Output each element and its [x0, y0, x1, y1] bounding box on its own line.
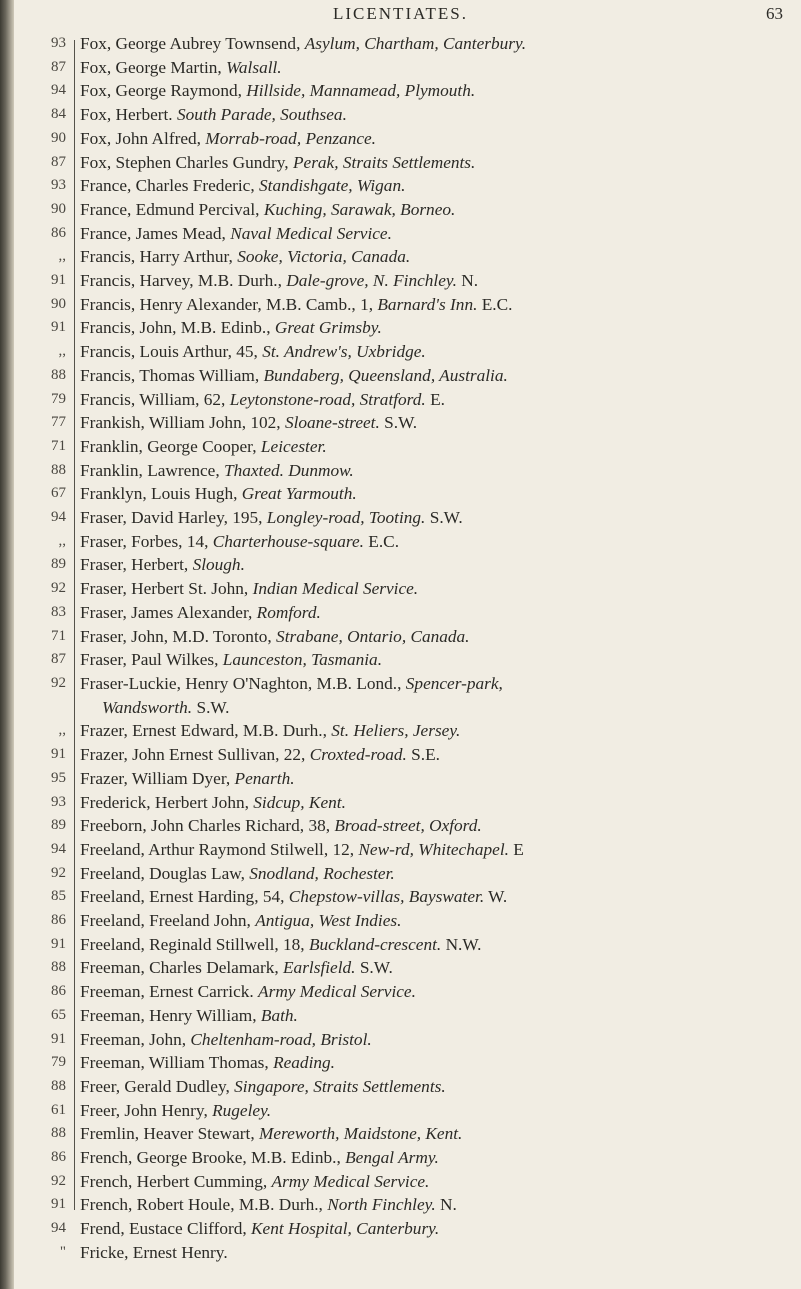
entry-address: St. Andrew's, Uxbridge. — [262, 342, 426, 362]
entry-year: ,, — [58, 343, 66, 360]
entry-year: 91 — [51, 935, 66, 952]
entry-name: Frankish, William John, 102, — [80, 413, 281, 433]
list-item — [0, 885, 801, 909]
list-item — [0, 1122, 801, 1146]
entry-name: Francis, Harry Arthur, — [80, 247, 233, 267]
entry-year: 91 — [51, 1196, 66, 1213]
list-item — [0, 1170, 801, 1194]
entry-name: Freeland, Douglas Law, — [80, 863, 245, 883]
entry-text — [80, 56, 793, 80]
entry-address: Army Medical Service. — [258, 982, 416, 1002]
entry-address: New-rd, Whitechapel. — [358, 839, 509, 859]
entry-year: 77 — [51, 414, 66, 431]
entry-name: Freeland, Freeland John, — [80, 911, 251, 931]
entry-year: ,, — [58, 532, 66, 549]
entry-year: 90 — [51, 129, 66, 146]
list-item — [0, 577, 801, 601]
entry-year: 91 — [51, 319, 66, 336]
entry-name: Frazer, William Dyer, — [80, 768, 231, 788]
entry-year: 93 — [51, 177, 66, 194]
entry-address: Spencer-park, — [405, 673, 503, 693]
entry-address: Kent Hospital, Canterbury. — [251, 1219, 440, 1239]
entry-postal-district: E — [513, 839, 524, 859]
list-item — [0, 364, 801, 388]
list-item — [0, 222, 801, 246]
entry-year: ,, — [58, 248, 66, 265]
entry-year: 91 — [51, 272, 66, 289]
entry-text — [80, 435, 793, 459]
entry-year: 92 — [51, 674, 66, 691]
entry-text — [80, 1099, 793, 1123]
list-item — [0, 530, 801, 554]
entry-text — [80, 1241, 793, 1265]
entry-name: Frend, Eustace Clifford, — [80, 1219, 247, 1239]
list-item — [0, 293, 801, 317]
entry-name: Frederick, Herbert John, — [80, 792, 249, 812]
entry-address: Walsall. — [226, 57, 282, 77]
list-item — [0, 56, 801, 80]
entry-name: Fox, John Alfred, — [80, 128, 201, 148]
entry-year: 89 — [51, 556, 66, 573]
entry-name: Fraser-Luckie, Henry O'Naghton, M.B. Lond., — [80, 673, 402, 693]
entry-text — [80, 530, 793, 554]
entry-address: Buckland-crescent. — [308, 934, 442, 954]
entry-text — [80, 340, 793, 364]
entry-address: Bath. — [260, 1005, 298, 1025]
list-item — [0, 862, 801, 886]
entry-address: North Finchley. — [327, 1195, 436, 1215]
entry-text — [80, 862, 793, 886]
entry-year: 87 — [51, 153, 66, 170]
entry-continuation — [80, 696, 793, 720]
entry-address: Bundaberg, Queensland, Australia. — [263, 365, 508, 385]
entry-name: Fricke, Ernest Henry. — [80, 1242, 228, 1262]
entry-text — [80, 1051, 793, 1075]
entry-address: Perak, Straits Settlements. — [292, 152, 476, 172]
list-item — [0, 1241, 801, 1265]
list-item — [0, 1004, 801, 1028]
entry-address: Strabane, Ontario, Canada. — [276, 626, 470, 646]
entry-address: Launceston, Tasmania. — [222, 650, 383, 670]
entry-address: Sidcup, Kent. — [253, 792, 346, 812]
entry-address: Indian Medical Service. — [252, 579, 419, 599]
entry-address: Kuching, Sarawak, Borneo. — [263, 199, 456, 219]
entry-year: 91 — [51, 746, 66, 763]
entry-name: Freeman, Ernest Carrick. — [80, 982, 254, 1002]
entry-address: Barnard's Inn. — [377, 294, 478, 314]
entry-address: Asylum, Chartham, Canterbury. — [304, 34, 527, 53]
entry-year: 85 — [51, 888, 66, 905]
entry-address: Penarth. — [234, 768, 295, 788]
entry-year: 87 — [51, 58, 66, 75]
list-item — [0, 245, 801, 269]
entry-address: Great Yarmouth. — [241, 484, 357, 504]
entry-address: Slough. — [192, 555, 245, 575]
entry-name: Frazer, John Ernest Sullivan, 22, — [80, 745, 306, 765]
licentiate-list — [0, 32, 801, 1265]
entry-text — [80, 625, 793, 649]
entry-year: 88 — [51, 461, 66, 478]
entry-continuation-address: Wandsworth. — [102, 697, 193, 717]
entry-name: France, James Mead, — [80, 223, 226, 243]
list-item — [0, 269, 801, 293]
entry-year: 95 — [51, 769, 66, 786]
entry-name: French, Herbert Cumming, — [80, 1171, 268, 1191]
entry-name: Freeland, Arthur Raymond Stilwell, 12, — [80, 839, 355, 859]
entry-year: 87 — [51, 651, 66, 668]
entry-text — [80, 316, 793, 340]
entry-year: 83 — [51, 603, 66, 620]
list-item — [0, 103, 801, 127]
entry-text — [80, 909, 793, 933]
entry-name: Fraser, Forbes, 14, — [80, 531, 209, 551]
list-item — [0, 174, 801, 198]
entry-name: Fox, George Martin, — [80, 57, 222, 77]
list-item — [0, 506, 801, 530]
entry-text — [80, 245, 793, 269]
entry-text — [80, 648, 793, 672]
entry-year: 93 — [51, 793, 66, 810]
entry-year: 88 — [51, 1077, 66, 1094]
entry-year: 94 — [51, 1220, 66, 1237]
entry-address: Snodland, Rochester. — [249, 863, 395, 883]
list-item — [0, 1193, 801, 1217]
entry-year: 88 — [51, 366, 66, 383]
entry-text — [80, 79, 793, 103]
list-item — [0, 791, 801, 815]
entry-text — [80, 719, 793, 743]
entry-address: Longley-road, Tooting. — [266, 508, 426, 528]
entry-address: Sooke, Victoria, Canada. — [237, 247, 411, 267]
list-item — [0, 980, 801, 1004]
entry-name: Fox, Stephen Charles Gundry, — [80, 152, 289, 172]
entry-name: Freeland, Reginald Stillwell, 18, — [80, 934, 305, 954]
entry-name: Fraser, James Alexander, — [80, 602, 253, 622]
entry-text — [80, 293, 793, 317]
entry-address: Morrab-road, Penzance. — [205, 128, 376, 148]
entry-year: ,, — [58, 722, 66, 739]
entry-year: 91 — [51, 1030, 66, 1047]
entry-name: Fraser, Herbert St. John, — [80, 579, 249, 599]
entry-text — [80, 364, 793, 388]
entry-text — [80, 1028, 793, 1052]
list-item — [0, 814, 801, 838]
list-item — [0, 1075, 801, 1099]
entry-year: 92 — [51, 864, 66, 881]
entry-name: Frazer, Ernest Edward, M.B. Durh., — [80, 721, 327, 741]
entry-text — [80, 933, 793, 957]
entry-year: 79 — [51, 390, 66, 407]
list-item — [0, 601, 801, 625]
entry-address: Broad-street, Oxford. — [334, 816, 482, 836]
entry-address: Army Medical Service. — [271, 1171, 430, 1191]
entry-year: 71 — [51, 627, 66, 644]
entry-year: 89 — [51, 817, 66, 834]
entry-name: Francis, John, M.B. Edinb., — [80, 318, 271, 338]
list-item — [0, 1217, 801, 1241]
entry-address: St. Heliers, Jersey. — [331, 721, 461, 741]
entry-year: 86 — [51, 912, 66, 929]
entry-name: French, Robert Houle, M.B. Durh., — [80, 1195, 323, 1215]
entry-text — [80, 459, 793, 483]
entry-name: Freeman, John, — [80, 1029, 187, 1049]
entry-address: Singapore, Straits Settlements. — [234, 1076, 446, 1096]
list-item — [0, 672, 801, 719]
list-item — [0, 743, 801, 767]
entry-text — [80, 1193, 793, 1217]
list-item — [0, 151, 801, 175]
entry-text — [80, 388, 793, 412]
entry-address: Chepstow-villas, Bayswater. — [288, 887, 485, 907]
list-item — [0, 956, 801, 980]
entry-year: 86 — [51, 224, 66, 241]
entry-year: 71 — [51, 437, 66, 454]
entry-continuation-postal-district: S.W. — [196, 697, 230, 717]
entry-name: Fraser, John, M.D. Toronto, — [80, 626, 272, 646]
list-item — [0, 435, 801, 459]
entry-text — [80, 411, 793, 435]
entry-name: Freer, Gerald Dudley, — [80, 1076, 230, 1096]
entry-address: Charterhouse-square. — [212, 531, 364, 551]
entry-name: French, George Brooke, M.B. Edinb., — [80, 1148, 341, 1168]
list-item — [0, 316, 801, 340]
list-item — [0, 767, 801, 791]
entry-address: Bengal Army. — [345, 1148, 439, 1168]
list-item — [0, 482, 801, 506]
entry-name: Fox, Herbert. — [80, 105, 173, 125]
entry-text — [80, 151, 793, 175]
entry-postal-district: E.C. — [368, 531, 400, 551]
entry-year: 88 — [51, 959, 66, 976]
entry-address: Mereworth, Maidstone, Kent. — [259, 1124, 463, 1144]
entry-postal-district: N. — [440, 1195, 457, 1215]
entry-address: Naval Medical Service. — [230, 223, 392, 243]
entry-postal-district: S.E. — [411, 745, 440, 765]
list-item — [0, 1146, 801, 1170]
list-item — [0, 909, 801, 933]
entry-name: Fox, George Raymond, — [80, 81, 242, 101]
entry-postal-district: S.W. — [429, 508, 463, 528]
entry-name: Fraser, David Harley, 195, — [80, 508, 263, 528]
entry-text — [80, 174, 793, 198]
entry-text — [80, 1170, 793, 1194]
entry-name: Francis, Harvey, M.B. Durh., — [80, 271, 282, 291]
entry-postal-district: W. — [488, 887, 508, 907]
list-item — [0, 127, 801, 151]
page-number: 63 — [766, 4, 783, 23]
entry-postal-district: E. — [430, 389, 445, 409]
entry-year: 90 — [51, 295, 66, 312]
entry-text — [80, 1004, 793, 1028]
entry-year: 94 — [51, 840, 66, 857]
entry-name: Fox, George Aubrey Townsend, — [80, 34, 301, 53]
list-item — [0, 648, 801, 672]
entry-year: 94 — [51, 509, 66, 526]
entry-address: Croxted-road. — [309, 745, 407, 765]
entry-address: Earlsfield. — [283, 958, 356, 978]
entry-text — [80, 1075, 793, 1099]
entry-postal-district: S.W. — [359, 958, 393, 978]
entry-name: Freeman, Henry William, — [80, 1005, 257, 1025]
entry-year: 86 — [51, 983, 66, 1000]
entry-address: Sloane-street. — [284, 413, 380, 433]
entry-address: Romford. — [256, 602, 321, 622]
entry-text — [80, 103, 793, 127]
entry-text — [80, 1146, 793, 1170]
entry-year: 67 — [51, 485, 66, 502]
entry-address: Leytonstone-road, Stratford. — [229, 389, 426, 409]
entry-name: Franklin, Lawrence, — [80, 460, 220, 480]
entry-name: Fremlin, Heaver Stewart, — [80, 1124, 255, 1144]
entry-name: Francis, William, 62, — [80, 389, 226, 409]
entry-address: Cheltenham-road, Bristol. — [190, 1029, 372, 1049]
entry-name: Franklyn, Louis Hugh, — [80, 484, 238, 504]
entry-address: Dale-grove, N. Finchley. — [286, 271, 457, 291]
entry-name: Francis, Thomas William, — [80, 365, 260, 385]
entry-year: 93 — [51, 35, 66, 51]
list-item — [0, 32, 801, 56]
entry-name: France, Charles Frederic, — [80, 176, 255, 196]
entry-address: Hillside, Mannamead, Plymouth. — [246, 81, 476, 101]
entry-year: 61 — [51, 1101, 66, 1118]
entry-text — [80, 506, 793, 530]
entry-name: Fraser, Paul Wilkes, — [80, 650, 219, 670]
entry-text — [80, 127, 793, 151]
entry-text — [80, 885, 793, 909]
entry-name: Francis, Louis Arthur, 45, — [80, 342, 258, 362]
entry-name: France, Edmund Percival, — [80, 199, 260, 219]
list-item — [0, 459, 801, 483]
entry-text — [80, 1122, 793, 1146]
entry-text — [80, 553, 793, 577]
entry-postal-district: E.C. — [481, 294, 513, 314]
entry-year: 94 — [51, 82, 66, 99]
entry-address: Great Grimsby. — [274, 318, 382, 338]
entry-address: Antigua, West Indies. — [255, 911, 402, 931]
entry-year: " — [59, 1243, 66, 1260]
entry-year: 79 — [51, 1054, 66, 1071]
entry-address: Standishgate, Wigan. — [259, 176, 406, 196]
list-item — [0, 79, 801, 103]
entry-text — [80, 791, 793, 815]
entry-text — [80, 814, 793, 838]
entry-postal-district: N. — [461, 271, 479, 291]
entry-address: Reading. — [273, 1053, 335, 1073]
list-item — [0, 388, 801, 412]
entry-text — [80, 269, 793, 293]
entry-name: Francis, Henry Alexander, M.B. Camb., 1, — [80, 294, 374, 314]
entry-address: Thaxted. Dunmow. — [223, 460, 354, 480]
list-item — [0, 1028, 801, 1052]
entry-text — [80, 980, 793, 1004]
entry-postal-district: S.W. — [384, 413, 418, 433]
entry-text — [80, 601, 793, 625]
list-item — [0, 1099, 801, 1123]
entry-year: 88 — [51, 1125, 66, 1142]
list-item — [0, 933, 801, 957]
entry-name: Freeman, Charles Delamark, — [80, 958, 279, 978]
list-item — [0, 553, 801, 577]
list-item — [0, 838, 801, 862]
entry-name: Freer, John Henry, — [80, 1100, 208, 1120]
list-item — [0, 340, 801, 364]
entry-name: Franklin, George Cooper, — [80, 436, 257, 456]
entry-name: Freeman, William Thomas, — [80, 1053, 269, 1073]
entry-text — [80, 222, 793, 246]
entry-address: Rugeley. — [212, 1100, 272, 1120]
entry-text — [80, 198, 793, 222]
entry-postal-district: N.W. — [445, 934, 482, 954]
entry-year: 90 — [51, 200, 66, 217]
page-header-title: LICENTIATES. — [333, 4, 468, 23]
entry-year: 92 — [51, 1172, 66, 1189]
entry-address: Leicester. — [260, 436, 327, 456]
entry-text — [80, 482, 793, 506]
entry-text — [80, 672, 793, 719]
entry-year: 92 — [51, 580, 66, 597]
entry-name: Freeborn, John Charles Richard, 38, — [80, 816, 331, 836]
list-item — [0, 198, 801, 222]
list-item — [0, 411, 801, 435]
entry-text — [80, 767, 793, 791]
entry-text — [80, 838, 793, 862]
entry-year: 86 — [51, 1149, 66, 1166]
entry-text — [80, 32, 793, 56]
entry-name: Freeland, Ernest Harding, 54, — [80, 887, 285, 907]
entry-year: 65 — [51, 1006, 66, 1023]
entry-address: South Parade, Southsea. — [176, 105, 347, 125]
entry-text — [80, 956, 793, 980]
entry-year: 84 — [51, 106, 66, 123]
list-item — [0, 1051, 801, 1075]
entry-text — [80, 577, 793, 601]
list-item — [0, 625, 801, 649]
entry-text — [80, 743, 793, 767]
entry-name: Fraser, Herbert, — [80, 555, 189, 575]
list-item — [0, 719, 801, 743]
entry-text — [80, 1217, 793, 1241]
